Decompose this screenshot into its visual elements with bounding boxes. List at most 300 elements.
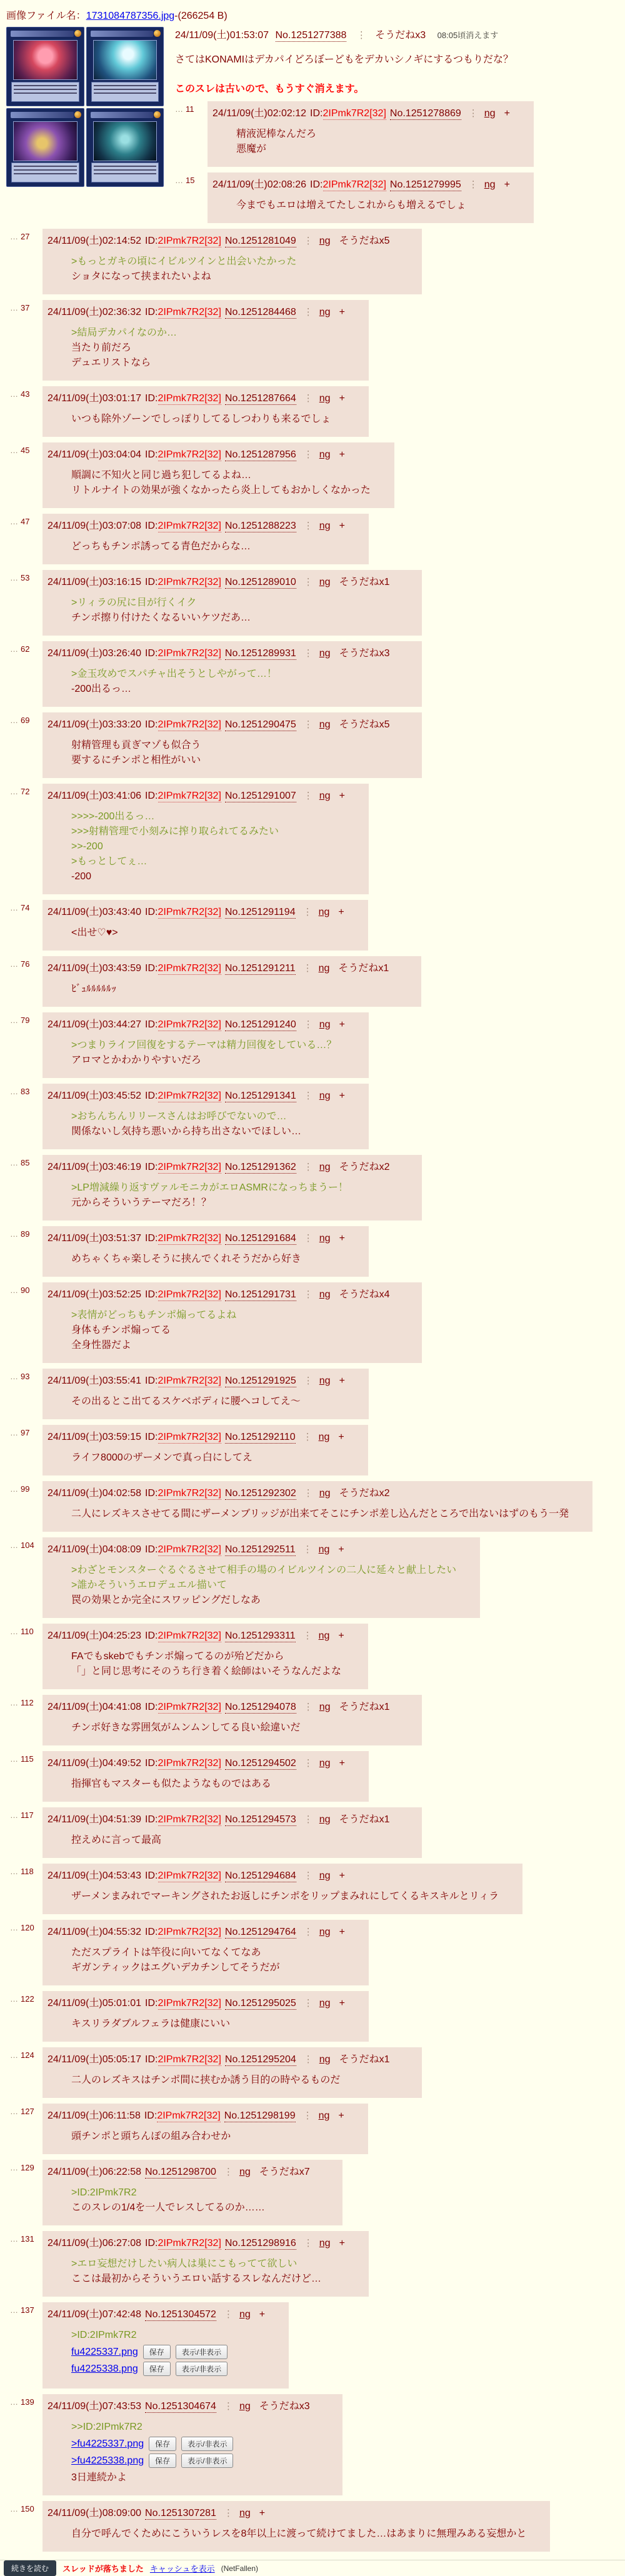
reply-block	[42, 514, 369, 564]
post-menu-icon[interactable]: ⋮	[223, 2167, 233, 2177]
reply-collapse-toggle[interactable]	[10, 229, 42, 241]
expand-plus-link[interactable]: +	[259, 2508, 266, 2519]
text-line: キスリラダブルフェラは健康にいい	[71, 2019, 231, 2029]
reply-header	[48, 2398, 319, 2412]
file-link[interactable]: >fu4225337.png	[71, 2439, 144, 2449]
file-link[interactable]: fu4225338.png	[71, 2364, 138, 2374]
ng-link[interactable]: ng	[319, 1758, 331, 1769]
reply-id: ID:2IPmk7R2[32]	[145, 2054, 221, 2065]
ng-link[interactable]: ng	[484, 108, 496, 119]
post-menu-icon[interactable]: ⋮	[302, 1630, 312, 1641]
expand-plus-link[interactable]: +	[339, 307, 345, 317]
collapse-dots: …	[10, 2050, 18, 2060]
post-menu-icon[interactable]: ⋮	[303, 1488, 313, 1499]
reply-collapse-toggle[interactable]	[10, 1084, 42, 1096]
reply-id-value[interactable]: 2IPmk7R2[32]	[158, 719, 221, 730]
expand-plus-link[interactable]: +	[504, 179, 510, 190]
reply-id-value[interactable]: 2IPmk7R2[32]	[158, 1488, 221, 1499]
reply-id-value[interactable]: 2IPmk7R2[32]	[158, 1702, 221, 1712]
reply-id: ID:2IPmk7R2[32]	[145, 236, 221, 246]
quote-line: >>>>-200出るっ…	[71, 811, 155, 822]
reply-block	[42, 784, 369, 894]
post-menu-icon[interactable]: ⋮	[303, 2238, 313, 2249]
reply-header	[48, 1485, 569, 1499]
reply-block	[42, 1624, 368, 1689]
post-menu-icon[interactable]: ⋮	[303, 449, 313, 460]
reply-id-value[interactable]: 2IPmk7R2[32]	[158, 1927, 221, 1937]
reply-id-value[interactable]: 2IPmk7R2[32]	[158, 963, 221, 974]
post-menu-icon[interactable]: ⋮	[302, 1432, 312, 1442]
quote-line: >おちんちんリリースさんはお呼びでないので…	[71, 1111, 287, 1122]
reply-id-value[interactable]: 2IPmk7R2[32]	[158, 449, 221, 460]
ng-link[interactable]: ng	[319, 307, 331, 317]
reply-collapse-toggle[interactable]	[10, 1369, 42, 1381]
reply-body	[48, 588, 398, 626]
reply-body	[48, 1173, 398, 1211]
post-menu-icon[interactable]: ⋮	[303, 719, 313, 730]
reply-post-number: No.1251298199	[224, 2110, 296, 2121]
reply-id: ID:2IPmk7R2[32]	[145, 1432, 221, 1442]
ng-link[interactable]: ng	[319, 393, 331, 404]
read-more-button[interactable]: 続きを読む	[4, 2560, 56, 2576]
reply-body	[48, 461, 371, 498]
ng-link[interactable]: ng	[319, 1233, 331, 1244]
text-line: 自分で呼んでくためにこういうレスを8年以上に渡って続けてました…はあまりに無理みある妄想かと	[71, 2529, 527, 2539]
reply-post	[10, 442, 615, 508]
reply-date: 24/11/09(土)03:43:59	[48, 963, 142, 974]
post-menu-icon[interactable]: ⋮	[223, 2508, 233, 2519]
reply-date: 24/11/09(土)03:59:15	[48, 1432, 142, 1442]
reply-header	[48, 904, 344, 918]
reply-collapse-toggle[interactable]	[10, 1226, 42, 1239]
ng-link[interactable]: ng	[239, 2508, 251, 2519]
ng-link[interactable]: ng	[319, 577, 331, 587]
reply-post	[10, 784, 615, 894]
reply-id-value[interactable]: 2IPmk7R2[32]	[158, 1630, 221, 1641]
reply-number: 47	[21, 517, 30, 526]
reply-date: 24/11/09(土)04:51:39	[48, 1814, 142, 1825]
expand-plus-link[interactable]: +	[339, 1019, 345, 1030]
card-image-2	[86, 27, 164, 106]
reply-number: 43	[21, 389, 30, 399]
sodane-count[interactable]: そうだねx1	[339, 1702, 390, 1712]
collapse-dots: …	[10, 1754, 18, 1764]
post-menu-icon[interactable]: ⋮	[303, 2054, 313, 2065]
ng-link[interactable]: ng	[319, 1091, 331, 1101]
post-menu-icon[interactable]: ⋮	[468, 179, 478, 190]
reply-id-value[interactable]: 2IPmk7R2[32]	[158, 1233, 221, 1244]
reply-collapse-toggle[interactable]	[10, 1807, 42, 1820]
reply-id-value[interactable]: 2IPmk7R2[32]	[158, 1162, 221, 1172]
reply-post	[10, 1369, 615, 1419]
ng-link[interactable]: ng	[239, 2309, 251, 2320]
reply-collapse-toggle[interactable]	[10, 2160, 42, 2172]
ng-link[interactable]: ng	[318, 2110, 330, 2121]
reply-collapse-toggle[interactable]	[175, 101, 208, 114]
reply-collapse-toggle[interactable]	[175, 172, 208, 185]
post-menu-icon[interactable]: ⋮	[302, 2110, 312, 2121]
reply-id-value[interactable]: 2IPmk7R2[32]	[158, 791, 221, 801]
reply-id-value[interactable]: 2IPmk7R2[32]	[158, 1432, 221, 1442]
reply-post	[10, 2231, 615, 2297]
save-button[interactable]: 保存	[143, 2345, 171, 2359]
reply-date: 24/11/09(土)03:26:40	[48, 648, 142, 659]
reply-collapse-toggle[interactable]	[10, 641, 42, 654]
save-button[interactable]: 保存	[149, 2454, 176, 2468]
post-menu-icon[interactable]: ⋮	[303, 1375, 313, 1386]
toggle-visibility-button[interactable]: 表示/非表示	[176, 2362, 228, 2376]
reply-collapse-toggle[interactable]	[10, 1481, 42, 1494]
post-menu-icon[interactable]: ⋮	[303, 1927, 313, 1937]
reply-block	[42, 1864, 522, 1914]
reply-body	[48, 802, 345, 884]
post-menu-icon[interactable]: ⋮	[302, 1544, 312, 1555]
text-line: 身体もチンポ煽ってる	[71, 1325, 171, 1335]
post-menu-icon[interactable]: ⋮	[303, 1019, 313, 1030]
reply-header	[48, 1429, 344, 1443]
reply-block	[42, 1920, 369, 1985]
ng-link[interactable]: ng	[319, 2238, 331, 2249]
reply-collapse-toggle[interactable]	[10, 1012, 42, 1025]
collapse-dots: …	[10, 303, 18, 312]
reply-post	[10, 1537, 615, 1618]
save-button[interactable]: 保存	[149, 2437, 176, 2451]
sodane-count[interactable]: そうだねx3	[339, 648, 390, 659]
ng-link[interactable]: ng	[319, 1927, 331, 1937]
ng-link[interactable]: ng	[319, 1488, 331, 1499]
reply-id-value[interactable]: 2IPmk7R2[32]	[158, 521, 221, 531]
sodane-count[interactable]: そうだねx2	[339, 1488, 390, 1499]
expand-plus-link[interactable]: +	[339, 1375, 345, 1386]
expand-plus-link[interactable]: +	[338, 2110, 344, 2121]
reply-id-value[interactable]: 2IPmk7R2[32]	[158, 1870, 221, 1881]
quote-line: >>>射精管理で小刻みに搾り取られてるみたい	[71, 826, 279, 837]
reply-id-value[interactable]: 2IPmk7R2[32]	[158, 1814, 221, 1825]
reply-id-value[interactable]: 2IPmk7R2[32]	[158, 1998, 221, 2009]
ng-link[interactable]: ng	[319, 1998, 331, 2009]
ng-link[interactable]: ng	[319, 1702, 331, 1712]
file-line	[71, 2345, 265, 2360]
ng-link[interactable]: ng	[239, 2167, 251, 2177]
ng-link[interactable]: ng	[319, 236, 331, 246]
reply-post-number: No.1251294078	[224, 1702, 296, 1712]
toggle-visibility-button[interactable]: 表示/非表示	[181, 2454, 233, 2468]
post-menu-icon[interactable]: ⋮	[303, 1870, 313, 1881]
post-menu-icon[interactable]: ⋮	[303, 393, 313, 404]
expand-plus-link[interactable]: +	[339, 1233, 345, 1244]
expand-plus-link[interactable]: +	[339, 449, 345, 460]
post-menu-icon[interactable]: ⋮	[223, 2309, 233, 2320]
post-menu-icon[interactable]: ⋮	[302, 963, 312, 974]
ng-link[interactable]: ng	[319, 1375, 331, 1386]
reply-id: ID:2IPmk7R2[32]	[145, 1233, 221, 1244]
reply-block	[42, 1481, 592, 1532]
reply-id-value[interactable]: 2IPmk7R2[32]	[158, 648, 221, 659]
reply-body	[48, 532, 345, 554]
post-menu-icon[interactable]: ⋮	[303, 521, 313, 531]
ng-link[interactable]: ng	[318, 1630, 330, 1641]
op-thumbnail[interactable]	[6, 27, 164, 187]
reply-collapse-toggle[interactable]	[10, 1991, 42, 2004]
ng-link[interactable]: ng	[319, 449, 331, 460]
file-link[interactable]: fu4225337.png	[71, 2347, 138, 2357]
reply-id: ID:2IPmk7R2[32]	[145, 907, 221, 917]
post-menu-icon[interactable]: ⋮	[303, 1998, 313, 2009]
quote-line: >わざとモンスターぐるぐるさせて相手の場のイビルツインの二人に延々と献上したい	[71, 1565, 457, 1575]
quote-line: >誰かそういうエロデュエル描いて	[71, 1580, 227, 1590]
reply-block	[42, 2047, 422, 2098]
text-line: ﾋﾞｭﾙﾙﾙﾙﾙｯ	[71, 984, 117, 994]
expand-plus-link[interactable]: +	[259, 2309, 266, 2320]
save-button[interactable]: 保存	[143, 2362, 171, 2376]
reply-collapse-toggle[interactable]	[10, 442, 42, 455]
footer-bar	[0, 2560, 625, 2576]
reply-collapse-toggle[interactable]	[10, 2501, 42, 2514]
ng-link[interactable]: ng	[319, 1162, 331, 1172]
expand-plus-link[interactable]: +	[339, 1091, 345, 1101]
reply-id: ID:2IPmk7R2[32]	[310, 108, 386, 119]
text-line: リトルナイトの効果が強くなかったら炎上してもおかしくなかった	[71, 485, 371, 496]
reply-block	[42, 2501, 550, 2552]
reply-number: 104	[21, 1540, 34, 1550]
reply-post-number: No.1251281049	[224, 236, 296, 246]
reply-id-value[interactable]: 2IPmk7R2[32]	[158, 307, 221, 317]
reply-id: ID:2IPmk7R2[32]	[145, 1702, 221, 1712]
reply-collapse-toggle[interactable]	[10, 300, 42, 312]
reply-collapse-toggle[interactable]	[10, 900, 42, 912]
reply-post	[10, 1425, 615, 1475]
sodane-count[interactable]: そうだねx1	[338, 963, 389, 974]
reply-collapse-toggle[interactable]	[10, 712, 42, 725]
reply-number: 112	[21, 1698, 34, 1707]
reply-header	[48, 960, 398, 974]
expand-plus-link[interactable]: +	[338, 1544, 344, 1555]
collapse-dots: …	[10, 1286, 18, 1295]
post-menu-icon[interactable]: ⋮	[303, 1758, 313, 1769]
reply-post-number: No.1251291007	[224, 791, 296, 801]
reply-collapse-toggle[interactable]	[10, 1155, 42, 1167]
post-menu-icon[interactable]: ⋮	[303, 1289, 313, 1300]
text-line: 罠の効果とか完全にスワッピングだしなあ	[71, 1595, 261, 1605]
reply-date: 24/11/09(土)03:33:20	[48, 719, 142, 730]
reply-number: 115	[21, 1754, 34, 1764]
reply-post-number: No.1251294573	[224, 1814, 296, 1825]
reply-id-value[interactable]: 2IPmk7R2[32]	[322, 108, 386, 119]
reply-id-value[interactable]: 2IPmk7R2[32]	[158, 393, 221, 404]
file-link[interactable]: 1731084787356.jpg	[86, 11, 175, 21]
reply-block	[42, 386, 369, 437]
reply-block	[42, 229, 422, 294]
reply-id-value[interactable]: 2IPmk7R2[32]	[158, 1544, 221, 1555]
reply-collapse-toggle[interactable]	[10, 2231, 42, 2244]
post-menu-icon[interactable]: ⋮	[303, 236, 313, 246]
reply-number: 97	[21, 1428, 30, 1437]
sodane-count[interactable]: そうだねx4	[339, 1289, 390, 1300]
expand-plus-link[interactable]: +	[504, 108, 510, 119]
expand-plus-link[interactable]: +	[339, 1927, 345, 1937]
quote-line: >ID:2IPmk7R2	[71, 2187, 137, 2198]
post-menu-icon[interactable]: ⋮	[303, 648, 313, 659]
reply-id-value[interactable]: 2IPmk7R2[32]	[158, 1758, 221, 1769]
sodane-count[interactable]: そうだねx5	[339, 236, 390, 246]
post-menu-icon[interactable]: ⋮	[303, 1162, 313, 1172]
reply-number: 139	[21, 2397, 34, 2407]
collapse-dots: …	[10, 1627, 18, 1636]
reply-number: 117	[21, 1810, 34, 1820]
post-menu-icon[interactable]: ⋮	[356, 30, 366, 41]
text-line: 控えめに言って最高	[71, 1835, 162, 1845]
expand-plus-link[interactable]: +	[338, 907, 344, 917]
reply-collapse-toggle[interactable]	[10, 1695, 42, 1707]
reply-date: 24/11/09(土)03:55:41	[48, 1375, 142, 1386]
expand-plus-link[interactable]: +	[339, 521, 345, 531]
ng-link[interactable]: ng	[319, 791, 331, 801]
expand-plus-link[interactable]: +	[339, 1758, 345, 1769]
reply-post-number: No.1251289931	[224, 648, 296, 659]
reply-body	[48, 1102, 345, 1139]
reply-id: ID:2IPmk7R2[32]	[310, 179, 386, 190]
post-menu-icon[interactable]: ⋮	[303, 1091, 313, 1101]
reply-id-value[interactable]: 2IPmk7R2[32]	[322, 179, 386, 190]
expand-plus-link[interactable]: +	[339, 1998, 345, 2009]
reply-id: ID:2IPmk7R2[32]	[145, 1375, 221, 1386]
quote-line: >リィラの尻に目が行くイク	[71, 597, 197, 608]
ng-link[interactable]: ng	[319, 2054, 331, 2065]
file-link[interactable]: >fu4225338.png	[71, 2455, 144, 2466]
expand-plus-link[interactable]: +	[339, 1870, 345, 1881]
reply-post	[10, 1155, 615, 1221]
reply-collapse-toggle[interactable]	[10, 784, 42, 796]
ng-link[interactable]: ng	[319, 719, 331, 730]
reply-collapse-toggle[interactable]	[10, 1282, 42, 1295]
show-cache-link[interactable]: キャッシュを表示	[149, 2564, 215, 2574]
reply-post	[10, 229, 615, 294]
expand-plus-link[interactable]: +	[339, 393, 345, 404]
reply-post-number: No.1251292110	[224, 1432, 296, 1442]
text-line: 精液泥棒なんだろ	[236, 129, 317, 139]
reply-id: ID:2IPmk7R2[32]	[145, 1998, 221, 2009]
expand-plus-link[interactable]: +	[338, 1432, 344, 1442]
reply-date: 24/11/09(土)03:46:19	[48, 1162, 142, 1172]
reply-id-value[interactable]: 2IPmk7R2[32]	[158, 907, 221, 917]
reply-id: ID:2IPmk7R2[32]	[145, 1091, 221, 1101]
text-line: いつも除外ゾーンでしっぽりしてるしつわりも来るでしょ	[71, 414, 331, 424]
post-menu-icon[interactable]: ⋮	[223, 2401, 233, 2412]
reply-collapse-toggle[interactable]	[10, 956, 42, 969]
ng-link[interactable]: ng	[319, 1870, 331, 1881]
reply-id-value[interactable]: 2IPmk7R2[32]	[157, 2110, 221, 2121]
reply-collapse-toggle[interactable]	[10, 2302, 42, 2315]
reply-id-value[interactable]: 2IPmk7R2[32]	[158, 236, 221, 246]
reply-collapse-toggle[interactable]	[10, 514, 42, 526]
sodane-count[interactable]: そうだねx1	[339, 1814, 390, 1825]
reply-collapse-toggle[interactable]	[10, 1920, 42, 1932]
reply-id-value[interactable]: 2IPmk7R2[32]	[158, 2054, 221, 2065]
reply-post	[10, 1226, 615, 1277]
post-menu-icon[interactable]: ⋮	[303, 1233, 313, 1244]
reply-header	[48, 2306, 265, 2320]
reply-id-value[interactable]: 2IPmk7R2[32]	[158, 1289, 221, 1300]
reply-collapse-toggle[interactable]	[10, 1751, 42, 1764]
text-line: -200	[71, 871, 92, 882]
reply-collapse-toggle[interactable]	[10, 386, 42, 399]
ng-link[interactable]: ng	[319, 521, 331, 531]
reply-collapse-toggle[interactable]	[10, 1624, 42, 1636]
post-menu-icon[interactable]: ⋮	[303, 1702, 313, 1712]
reply-collapse-toggle[interactable]	[10, 2104, 42, 2116]
reply-id-value[interactable]: 2IPmk7R2[32]	[158, 1019, 221, 1030]
collapse-dots: …	[10, 1484, 18, 1494]
quote-line: >もっとガキの頃にイビルツインと出会いたかった	[71, 256, 297, 267]
sodane-count[interactable]: そうだねx1	[339, 2054, 390, 2065]
reply-id-value[interactable]: 2IPmk7R2[32]	[158, 1375, 221, 1386]
sodane-count[interactable]: そうだねx5	[339, 719, 390, 730]
reply-id-value[interactable]: 2IPmk7R2[32]	[158, 1091, 221, 1101]
toggle-visibility-button[interactable]: 表示/非表示	[181, 2437, 233, 2451]
collapse-dots: …	[10, 644, 18, 654]
post-menu-icon[interactable]: ⋮	[302, 907, 312, 917]
ng-link[interactable]: ng	[318, 907, 330, 917]
reply-date: 24/11/09(土)02:08:26	[212, 179, 307, 190]
reply-post-number: No.1251304572	[145, 2309, 216, 2320]
toggle-visibility-button[interactable]: 表示/非表示	[176, 2345, 228, 2359]
reply-body	[212, 191, 510, 213]
reply-collapse-toggle[interactable]	[10, 2047, 42, 2060]
sodane-count[interactable]: そうだねx3	[375, 30, 426, 41]
expand-plus-link[interactable]: +	[339, 2238, 345, 2249]
reply-number: 129	[21, 2163, 34, 2172]
sodane-count[interactable]: そうだねx1	[339, 577, 390, 587]
ng-link[interactable]: ng	[319, 648, 331, 659]
sodane-count[interactable]: そうだねx2	[339, 1162, 390, 1172]
reply-collapse-toggle[interactable]	[10, 1864, 42, 1876]
reply-list	[5, 101, 620, 2552]
reply-body	[48, 318, 345, 371]
reply-date: 24/11/09(土)08:09:00	[48, 2508, 142, 2519]
text-line: めちゃくちゃ楽しそうに挟んでくれそうだから好き	[71, 1254, 302, 1264]
expand-plus-link[interactable]: +	[338, 1630, 344, 1641]
sodane-count[interactable]: そうだねx7	[259, 2167, 310, 2177]
ng-link[interactable]: ng	[319, 1019, 331, 1030]
post-menu-icon[interactable]: ⋮	[303, 307, 313, 317]
post-menu-icon[interactable]: ⋮	[303, 791, 313, 801]
reply-block	[42, 641, 422, 707]
collapse-dots: …	[10, 2234, 18, 2244]
reply-post	[10, 514, 615, 564]
sodane-count[interactable]: そうだねx3	[259, 2401, 310, 2412]
post-menu-icon[interactable]: ⋮	[303, 577, 313, 587]
reply-post-number: No.1251292302	[224, 1488, 296, 1499]
reply-collapse-toggle[interactable]	[10, 570, 42, 582]
reply-collapse-toggle[interactable]	[10, 1425, 42, 1437]
reply-id-value[interactable]: 2IPmk7R2[32]	[158, 2238, 221, 2249]
file-line	[71, 2362, 265, 2377]
ng-link[interactable]: ng	[319, 1814, 331, 1825]
ng-link[interactable]: ng	[319, 1289, 331, 1300]
ng-link[interactable]: ng	[239, 2401, 251, 2412]
post-menu-icon[interactable]: ⋮	[468, 108, 478, 119]
reply-collapse-toggle[interactable]	[10, 2394, 42, 2407]
post-menu-icon[interactable]: ⋮	[303, 1814, 313, 1825]
ng-link[interactable]: ng	[318, 1432, 330, 1442]
ng-link[interactable]: ng	[484, 179, 496, 190]
reply-id-value[interactable]: 2IPmk7R2[32]	[158, 577, 221, 587]
expand-plus-link[interactable]: +	[339, 791, 345, 801]
ng-link[interactable]: ng	[318, 1544, 330, 1555]
reply-collapse-toggle[interactable]	[10, 1537, 42, 1550]
ng-link[interactable]: ng	[318, 963, 330, 974]
reply-header	[48, 2107, 344, 2122]
